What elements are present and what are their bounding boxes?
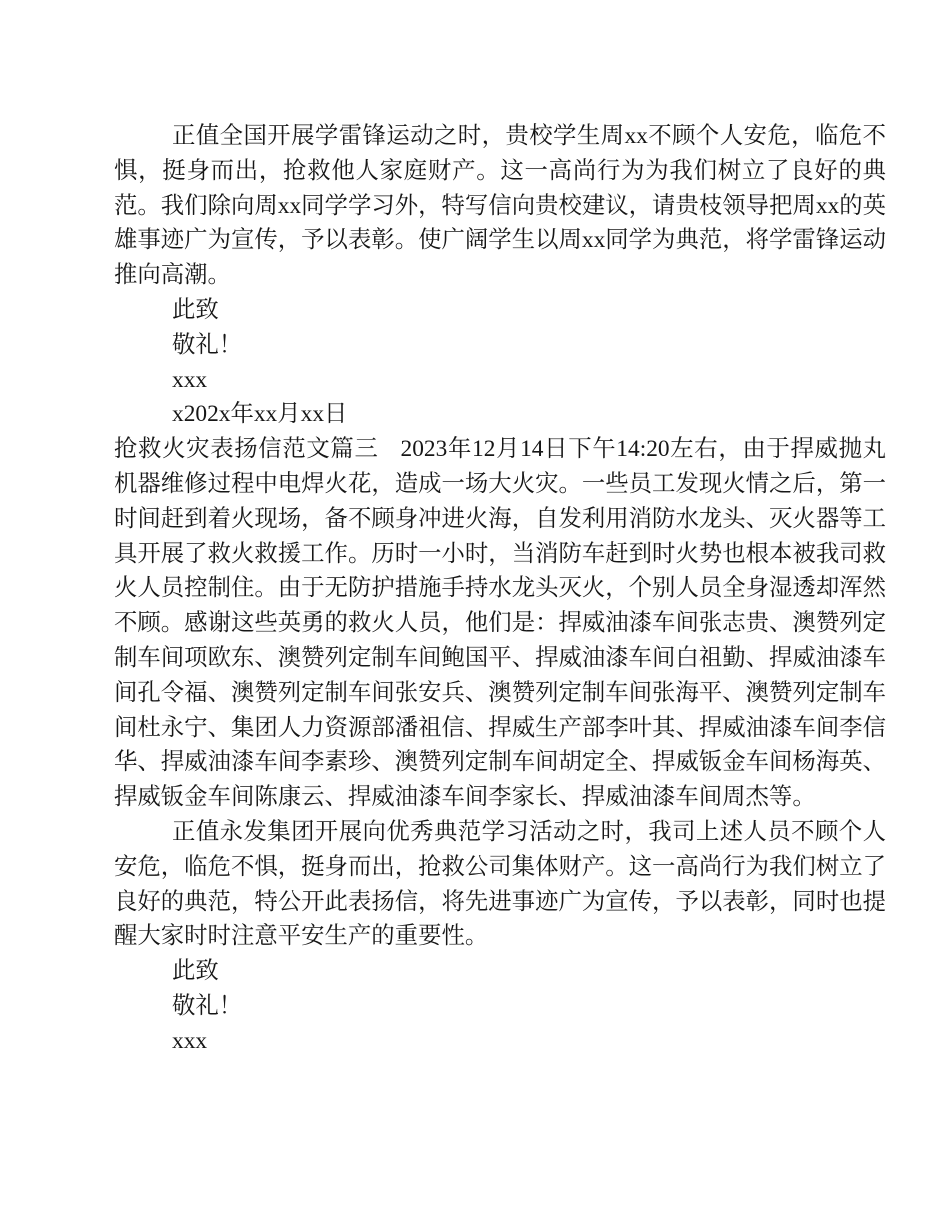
paragraph-text: 敬礼！ <box>172 992 243 1019</box>
paragraph-text: 正值全国开展学雷锋运动之时，贵校学生周xx不顾个人安危，临危不惧，挺身而出，抢救他人家庭财产。这一高尚行为为我们树立了良好的典范。我们除向周xx同学学习外，特写信向贵校建议，请贵枝领导把周xx的英雄事迹广为宣传，予以表彰。使广阔学生以周xx同学为典范，将学雷锋运动推向高潮。 <box>114 123 886 289</box>
paragraph-text: 2023年12月14日下午14:20左右，由于捍威抛丸机器维修过程中电焊火花，造成一场大火灾。一些员工发现火情之后，第一时间赶到着火现场，备不顾身冲进火海，自发利用消防水龙头、灭火器等工具开展了救火救援工作。历时一小时，当消防车赶到时火势也根本被我司救火人员控制住。由于无防护措施手持水龙头灭火，个别人员全身湿透却浑然不顾。感谢这些英勇的救火人员，他们是：捍威油漆车间张志贵、澳赞列定制车间项欧东、澳赞列定制车间鲍国平、捍威油漆车间白祖勤、捍威油漆车间孔令福、澳赞列定制车间张安兵、澳赞列定制车间张海平、澳赞列定制车间杜永宁、集团人力资源部潘祖信、捍威生产部李叶其、捍威油漆车间李信华、捍威油漆车间李素珍、澳赞列定制车间胡定全、捍威钣金车间杨海英、捍威钣金车间陈康云、捍威油漆车间李家长、捍威油漆车间周杰等。 <box>114 436 887 811</box>
paragraph-text: 敬礼！ <box>172 331 243 358</box>
paragraph-text: xxx <box>172 1027 208 1054</box>
paragraph <box>114 954 886 989</box>
paragraph-text: 此致 <box>172 958 219 985</box>
paragraph-text: x202x年xx月xx日 <box>172 401 348 428</box>
paragraph-text: 正值永发集团开展向优秀典范学习活动之时，我司上述人员不顾个人安危，临危不惧，挺身而出，抢救公司集体财产。这一高尚行为我们树立了良好的典范，特公开此表扬信，将先进事迹广为宣传，予以表彰，同时也提醒大家时时注意平安生产的重要性。 <box>114 818 886 950</box>
paragraph <box>114 1024 886 1059</box>
paragraph <box>114 989 886 1024</box>
paragraph <box>114 815 886 954</box>
paragraph-text: 此致 <box>172 296 219 323</box>
paragraph-with-heading <box>114 432 886 815</box>
paragraph-text: xxx <box>172 366 208 393</box>
document-body <box>114 119 886 1059</box>
paragraph <box>114 328 886 363</box>
paragraph <box>114 119 886 293</box>
paragraph <box>114 293 886 328</box>
paragraph <box>114 363 886 398</box>
paragraph <box>114 397 886 432</box>
section-heading: 抢救火灾表扬信范文篇三 <box>114 436 379 463</box>
